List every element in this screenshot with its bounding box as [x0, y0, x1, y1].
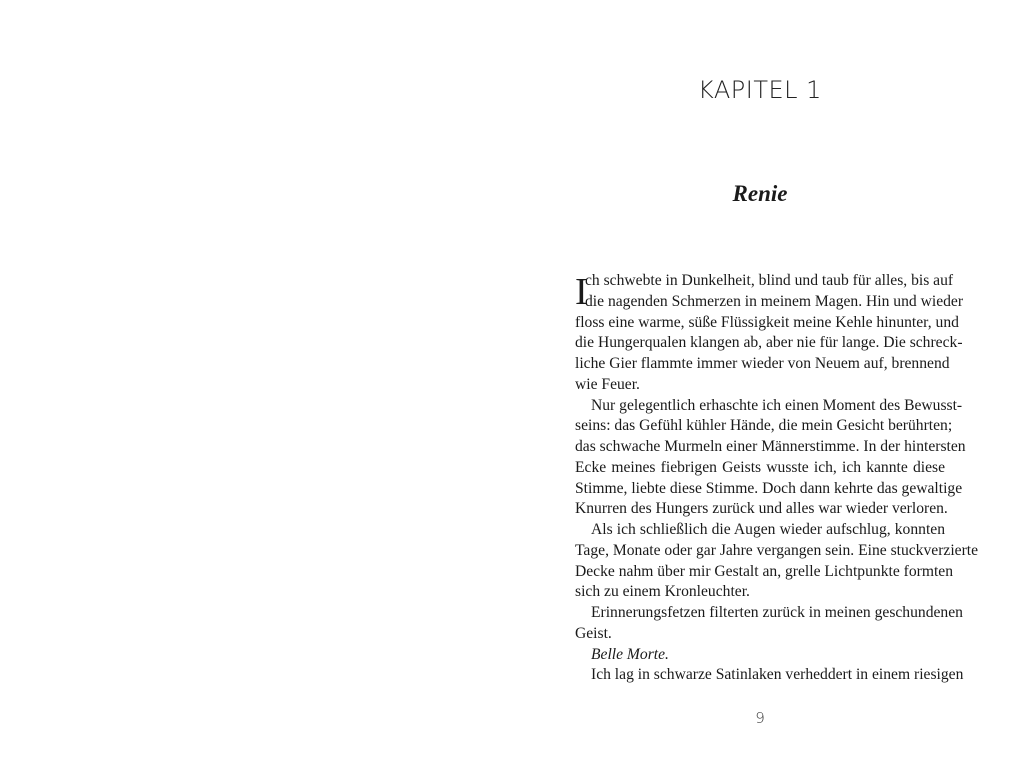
- text-line: Nur gelegentlich erhaschte ich einen Moment des Bewusst-: [591, 396, 963, 414]
- text-line: I ch schwebte in Dunkelheit, blind und taub für alles, bis auf: [575, 271, 954, 313]
- text-line-italic: Belle Morte.: [591, 645, 669, 663]
- text-line: liche Gier flammte immer wieder von Neuem auf, brennend: [575, 355, 950, 372]
- text-line: die Hungerqualen klangen ab, aber nie für lange. Die schreck-: [575, 334, 963, 352]
- text-line: floss eine warme, süße Flüssigkeit meine Kehle hinunter, und: [575, 313, 959, 331]
- text-line: Decke nahm über mir Gestalt an, grelle Lichtpunkte formten: [575, 562, 954, 580]
- chapter-body-text: [575, 271, 979, 686]
- text-line: die nagenden Schmerzen in meinem Magen. Hin und wieder: [585, 292, 964, 310]
- text-line: Erinnerungsfetzen filterten zurück in meinen geschundenen: [591, 604, 963, 621]
- text-line: Geist.: [575, 624, 612, 642]
- drop-cap-initial: I: [575, 271, 588, 313]
- text-line: wie Feuer.: [575, 375, 640, 393]
- text-line: Ich lag in schwarze Satinlaken verheddert in einem riesigen: [591, 666, 964, 684]
- page-number: 9: [755, 709, 765, 727]
- text-line: Ecke meines fiebrigen Geists wusste ich, ich kannte diese: [575, 458, 945, 476]
- chapter-title: KAPITEL 1: [698, 76, 822, 104]
- text-line: seins: das Gefühl kühler Hände, die mein Gesicht berührten;: [575, 417, 953, 435]
- text-line: Als ich schließlich die Augen wieder aufschlug, konnten: [591, 521, 945, 538]
- text-line: Knurren des Hungers zurück und alles war wieder verloren.: [575, 500, 948, 518]
- text-line: sich zu einem Kronleuchter.: [575, 583, 750, 601]
- text-line: Stimme, liebte diese Stimme. Doch dann kehrte das gewaltige: [575, 479, 963, 497]
- text-line: das schwache Murmeln einer Männerstimme. In der hintersten: [575, 438, 966, 455]
- text-line: Tage, Monate oder gar Jahre vergangen sein. Eine stuckverzierte: [575, 541, 979, 559]
- chapter-character-name: Renie: [732, 181, 788, 206]
